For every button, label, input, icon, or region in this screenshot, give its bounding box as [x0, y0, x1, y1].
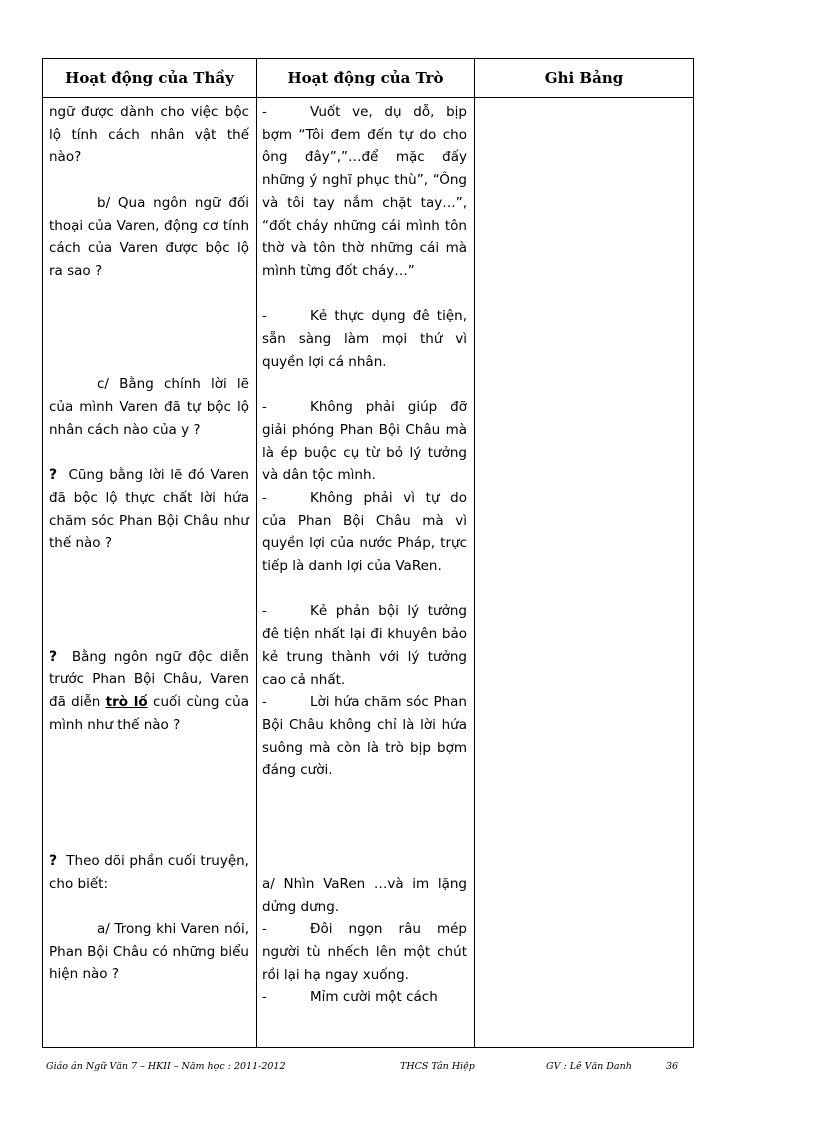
- page-number: 36: [666, 1061, 679, 1072]
- teacher-question-1-continued: ngữ được dành cho việc bộc lộ tính cách nhân vật thế nào?: [49, 104, 249, 166]
- student-answer-4: - Không phải vì tự do của Phan Bội Châu mà vì quyền lợi của nước Pháp, trực tiếp là danh lợi của VaRen.: [262, 489, 467, 575]
- lesson-table: [42, 58, 694, 1048]
- header-student: Hoạt động của Trò: [287, 69, 444, 87]
- question-mark-icon: ?: [49, 852, 58, 869]
- student-answer-8: - Đôi ngọn râu mép người tù nhếch lên một chút rồi lại hạ ngay xuống.: [262, 921, 467, 983]
- student-answer-9: - Mỉm cười một cách: [262, 989, 438, 1006]
- student-answer-7: a/ Nhìn VaRen …và im lặng dửng dưng.: [262, 875, 467, 915]
- student-answer-1: - Vuốt ve, dụ dỗ, bịp bợm “Tôi đem đến tự do cho ông đây”,”…để mặc đấy những ý nghĩ phục thù”, “Ông và tôi tay nắm chặt tay…”, “đốt cháy những cái mình tôn thờ và tôn thờ những cái mà mình từng đốt cháy…”: [262, 104, 467, 279]
- student-answer-3: - Không phải giúp đỡ giải phóng Phan Bội Châu mà là ép buộc cụ từ bỏ lý tưởng và dân tộc mình.: [262, 399, 467, 484]
- teacher-question-1c: c/ Bằng chính lời lẽ của mình Varen đã tự bộc lộ nhân cách nào của y ?: [49, 376, 249, 438]
- teacher-question-1b: b/ Qua ngôn ngữ đối thoại của Varen, động cơ tính cách của Varen được bộc lộ ra sao ?: [49, 194, 249, 279]
- teacher-question-4a: a/ Trong khi Varen nói, Phan Bội Châu có những biểu hiện nào ?: [49, 921, 249, 983]
- column-divider: [474, 59, 475, 1047]
- teacher-column: [49, 101, 249, 986]
- teacher-question-3: ? Bằng ngôn ngữ độc diễn trước Phan Bội Châu, Varen đã diễn trò lố cuối cùng của mình như thế nào ?: [49, 648, 250, 733]
- student-column: [262, 101, 467, 1009]
- footer-teacher: GV : Lê Văn Danh: [546, 1061, 632, 1072]
- page-footer: [46, 1061, 686, 1077]
- teacher-question-4: ? Theo dõi phần cuối truyện, cho biết:: [49, 852, 249, 892]
- question-mark-icon: ?: [49, 467, 58, 484]
- column-divider: [256, 59, 257, 1047]
- teacher-question-2: ? Cũng bằng lời lẽ đó Varen đã bộc lộ thực chất lời hứa chăm sóc Phan Bội Châu như thế nào ?: [49, 467, 249, 552]
- student-answer-2: - Kẻ thực dụng đê tiện, sẵn sàng làm mọi thứ vì quyền lợi cá nhân.: [262, 308, 467, 370]
- student-answer-6: - Lời hứa chăm sóc Phan Bội Châu không chỉ là lời hứa suông mà còn là trò bịp bợm đáng cười.: [262, 694, 467, 779]
- footer-course: Giáo án Ngữ Văn 7 – HKII – Năm học : 2011-2012: [46, 1061, 286, 1072]
- underlined-phrase: trò lố: [105, 694, 148, 711]
- student-answer-5: - Kẻ phản bội lý tưởng đê tiện nhất lại đi khuyên bảo kẻ trung thành với lý tưởng cao cả nhất.: [262, 603, 467, 688]
- header-board: Ghi Bảng: [544, 69, 624, 87]
- header-divider: [43, 97, 693, 98]
- footer-school: THCS Tân Hiệp: [400, 1061, 475, 1072]
- header-teacher: Hoạt động của Thầy: [65, 69, 234, 87]
- question-mark-icon: ?: [49, 648, 58, 665]
